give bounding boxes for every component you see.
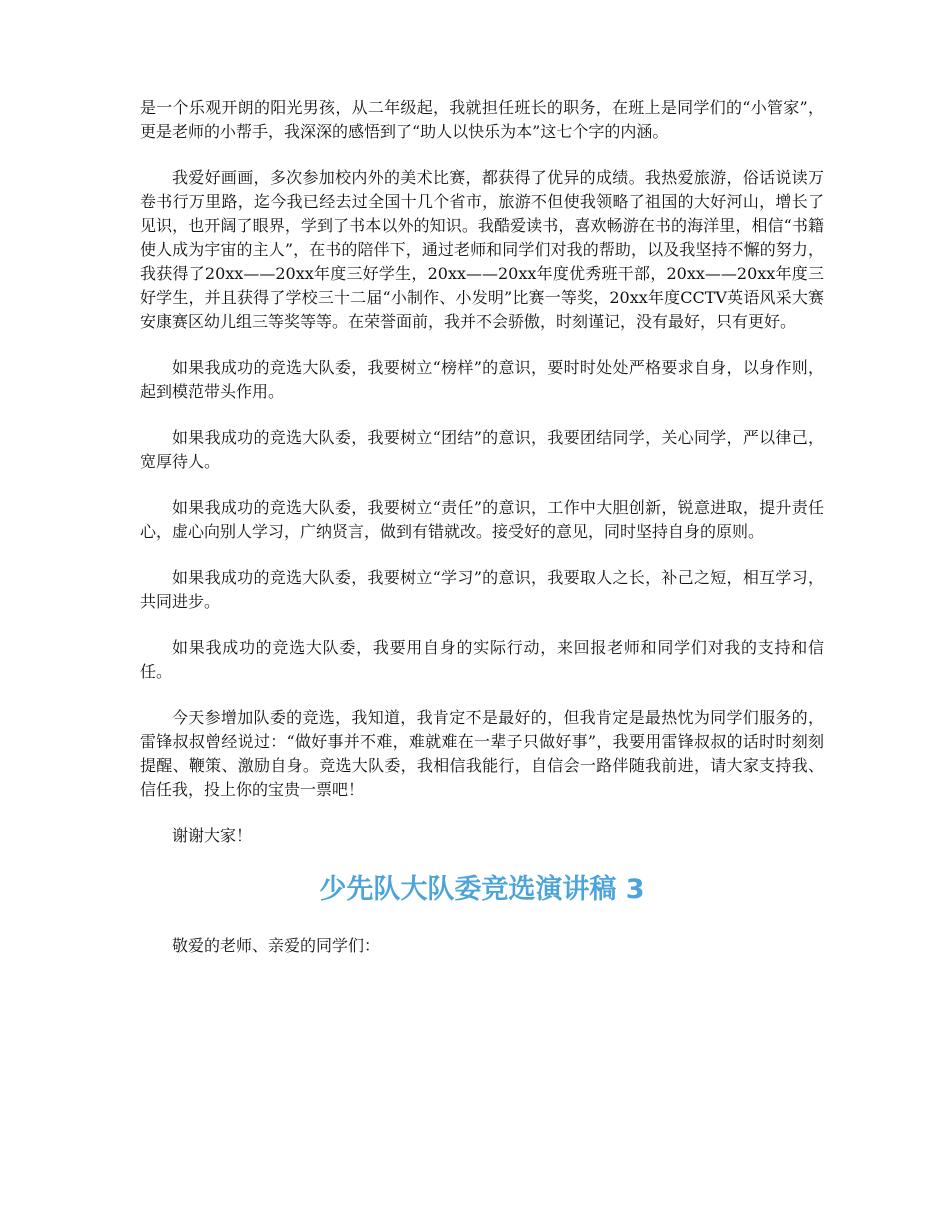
paragraph-responsibility: 如果我成功的竞选大队委，我要树立“责任”的意识，工作中大胆创新，锐意进取，提升责任心，虚心向别人学习，广纳贤言，做到有错就改。接受好的意见，同时坚持自身的原则。	[140, 498, 824, 541]
paragraph-hobbies-honors: 我爱好画画，多次参加校内外的美术比赛，都获得了优异的成绩。我热爱旅游，俗话说读万卷书行万里路，迄今我已经去过全国十几个省市，旅游不但使我领略了祖国的大好河山，增长了见识，也开阔了眼界，学到了书本以外的知识。我酷爱读书，喜欢畅游在书的海洋里，相信“书籍使人成为宇宙的主人”，在书的陪伴下，通过老师和同学们对我的帮助，以及我坚持不懈的努力，我获得了20xx——20xx年度三好学生，20xx——20xx年度优秀班干部，20xx——20xx年度三好学生，并且获得了学校三十二届“小制作、小发明”比赛一等奖，20xx年度CCTV英语风采大赛安康赛区幼儿组三等奖等等。在荣誉面前，我并不会骄傲，时刻谨记，没有最好，只有更好。	[140, 168, 824, 331]
document-page	[140, 96, 824, 980]
section-heading: 少先队大队委竞选演讲稿 3	[319, 874, 645, 905]
paragraph-closing-appeal: 今天参增加队委的竞选，我知道，我肯定不是最好的，但我肯定是最热忱为同学们服务的，雷锋叔叔曾经说过：“做好事并不难，难就难在一辈子只做好事”，我要用雷锋叔叔的话时时刻刻提醒、鞭策、激励自身。竞选大队委，我相信我能行，自信会一路伴随我前进，请大家支持我、信任我，投上你的宝贵一票吧！	[140, 708, 824, 799]
paragraph-learning: 如果我成功的竞选大队委，我要树立“学习”的意识，我要取人之长，补己之短，相互学习，共同进步。	[140, 568, 824, 611]
paragraph-role-model: 如果我成功的竞选大队委，我要树立“榜样”的意识，要时时处处严格要求自身，以身作则，起到模范带头作用。	[140, 358, 824, 401]
paragraph-action: 如果我成功的竞选大队委，我要用自身的实际行动，来回报老师和同学们对我的支持和信任。	[140, 638, 824, 681]
paragraph-unity: 如果我成功的竞选大队委，我要树立“团结”的意识，我要团结同学，关心同学，严以律己，宽厚待人。	[140, 428, 824, 471]
paragraph-continuation: 是一个乐观开朗的阳光男孩，从二年级起，我就担任班长的职务，在班上是同学们的“小管家”，更是老师的小帮手，我深深的感悟到了“助人以快乐为本”这七个字的内涵。	[140, 98, 824, 141]
paragraph-thanks: 谢谢大家！	[172, 826, 253, 845]
paragraph-salutation: 敬爱的老师、亲爱的同学们：	[172, 936, 381, 955]
